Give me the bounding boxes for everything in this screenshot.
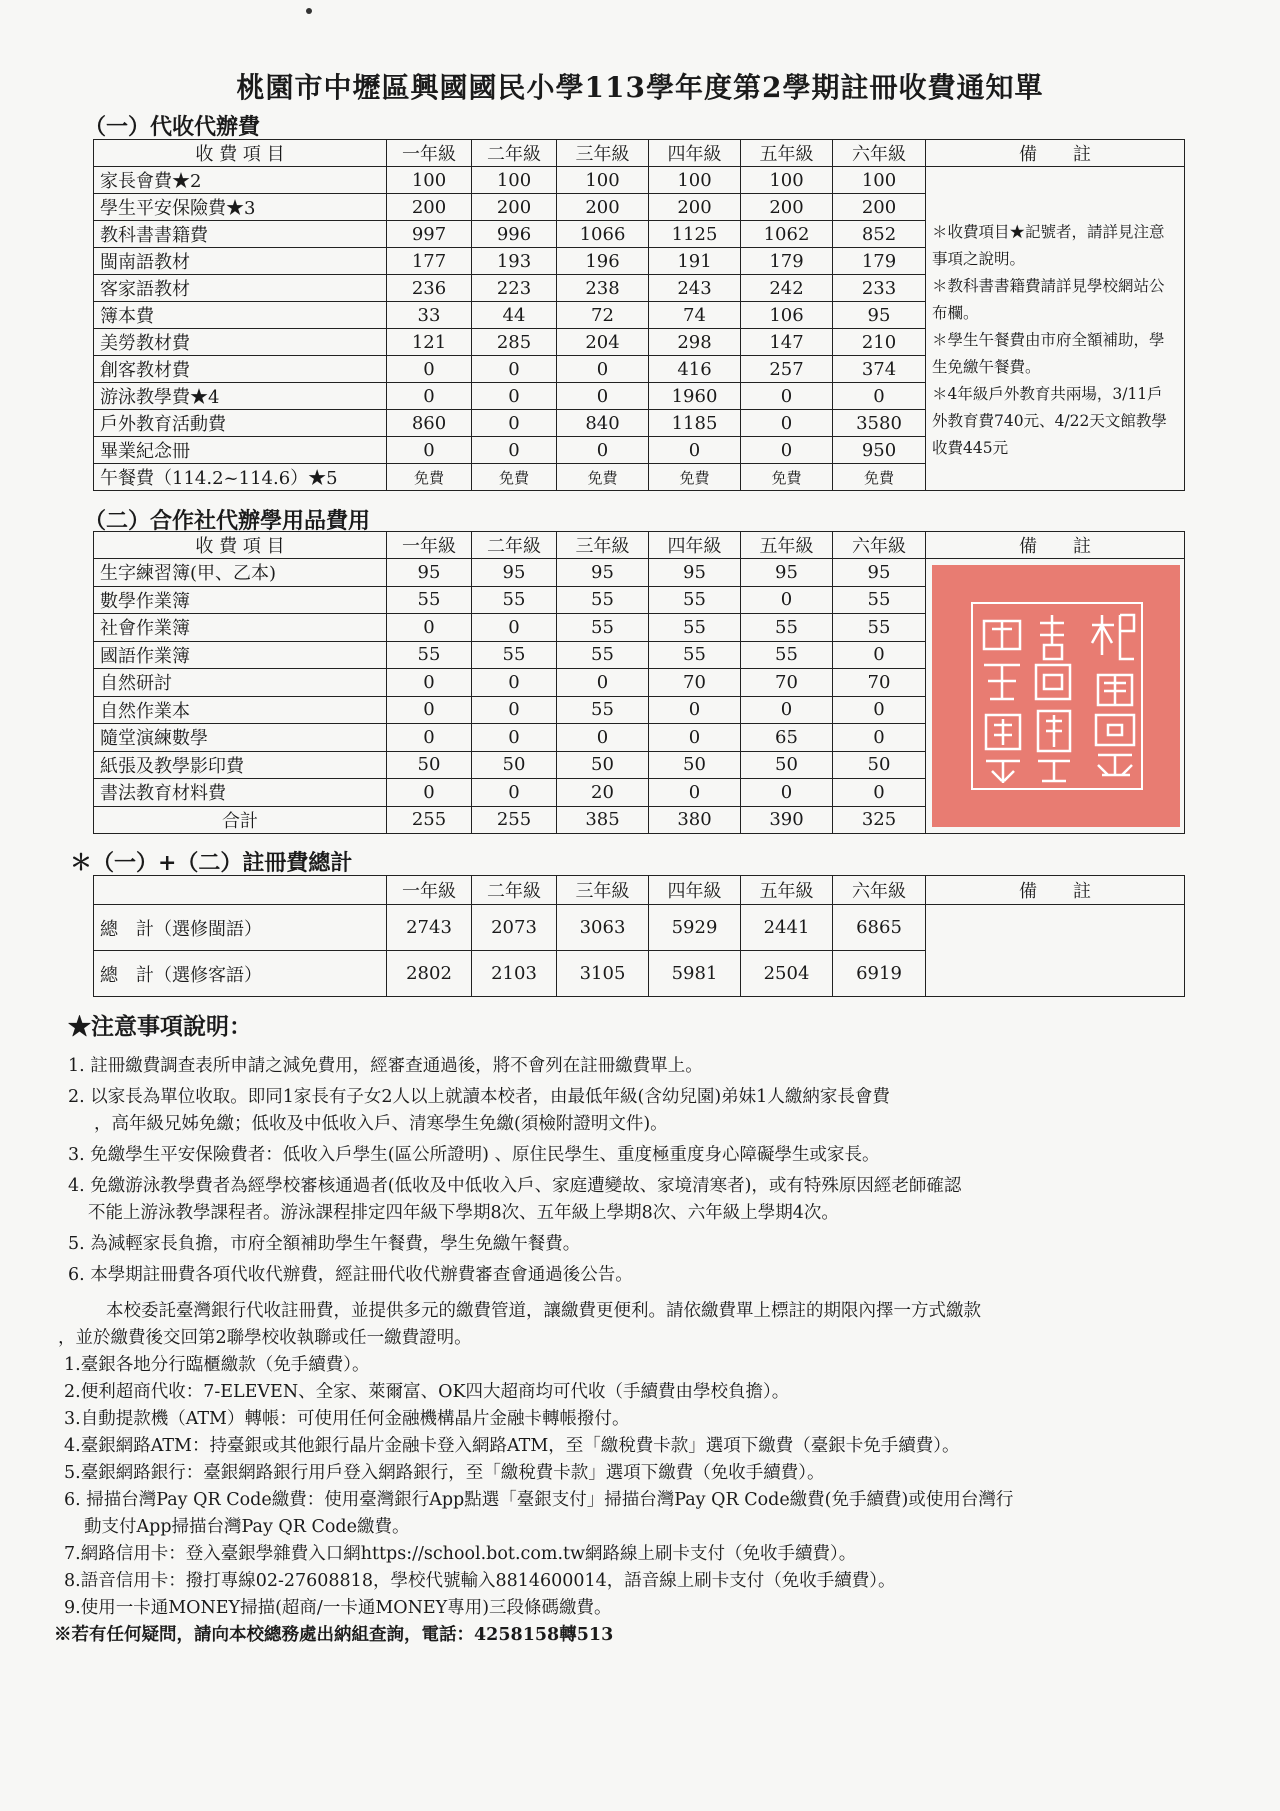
section3-header-row (94, 876, 1185, 905)
fee-value-cell: 免費 (741, 464, 833, 491)
fee-value-cell: 3580 (833, 410, 926, 437)
fee-value-cell: 0 (387, 356, 472, 383)
fee-item-label: 社會作業簿 (94, 614, 387, 642)
fee-value-cell: 免費 (387, 464, 472, 491)
fee-item-label: 午餐費（114.2~114.6）★5 (94, 464, 387, 491)
notice-section (68, 1008, 1218, 1289)
fee-value-cell: 223 (472, 275, 557, 302)
fee-item-label: 書法教育材料費 (94, 779, 387, 807)
fee-value-cell: 100 (741, 167, 833, 194)
fee-item-label: 簿本費 (94, 302, 387, 329)
fee-value-cell: 70 (649, 669, 741, 697)
fee-row (94, 559, 1185, 587)
fee-value-cell: 385 (557, 806, 649, 834)
notice-line: 5. 為減輕家長負擔，市府全額補助學生午餐費，學生免繳午餐費。 (68, 1234, 581, 1254)
grade-header: 三年級 (557, 140, 649, 167)
fee-value-cell: 55 (472, 641, 557, 669)
fee-value-cell: 50 (472, 751, 557, 779)
fee-value-cell: 2441 (741, 905, 833, 951)
grade-header: 六年級 (833, 876, 926, 905)
fee-value-cell: 55 (833, 586, 926, 614)
notice-line: 6. 本學期註冊費各項代收代辦費，經註冊代收代辦費審查會通過後公告。 (68, 1265, 633, 1285)
fee-value-cell: 238 (557, 275, 649, 302)
fee-value-cell: 55 (557, 586, 649, 614)
fee-value-cell: 285 (472, 329, 557, 356)
fee-value-cell: 95 (557, 559, 649, 587)
fee-value-cell: 100 (472, 167, 557, 194)
fee-value-cell: 200 (472, 194, 557, 221)
grade-header: 六年級 (833, 140, 926, 167)
fee-value-cell: 852 (833, 221, 926, 248)
fee-value-cell: 1066 (557, 221, 649, 248)
fee-item-label: 學生平安保險費★3 (94, 194, 387, 221)
payment-method: 2.便利超商代收：7-ELEVEN、全家、萊爾富、OK四大超商均可代收（手續費由學校負擔）。 (64, 1382, 790, 1402)
fee-value-cell: 0 (649, 724, 741, 752)
fee-value-cell: 0 (833, 641, 926, 669)
fee-value-cell: 95 (649, 559, 741, 587)
fee-value-cell: 55 (387, 641, 472, 669)
payment-method: 7.網路信用卡：登入臺銀學雜費入口網https://school.bot.com.tw網路線上刷卡支付（免收手續費）。 (64, 1544, 857, 1564)
section3-table (93, 875, 1185, 997)
fee-value-cell: 0 (741, 437, 833, 464)
fee-value-cell: 55 (741, 641, 833, 669)
fee-value-cell: 1185 (649, 410, 741, 437)
fee-item-label: 戶外教育活動費 (94, 410, 387, 437)
fee-value-cell: 200 (741, 194, 833, 221)
fee-value-cell: 1125 (649, 221, 741, 248)
fee-value-cell: 5981 (649, 951, 741, 997)
fee-value-cell: 0 (472, 437, 557, 464)
notice-line: 3. 免繳學生平安保險費者：低收入戶學生(區公所證明) 、原住民學生、重度極重度身心障礙學生或家長。 (68, 1145, 880, 1165)
fee-value-cell: 950 (833, 437, 926, 464)
fee-value-cell: 0 (833, 779, 926, 807)
total-label: 合計 (94, 806, 387, 834)
fee-item-label: 畢業紀念冊 (94, 437, 387, 464)
col-item-header-empty (94, 876, 387, 905)
grade-header: 二年級 (472, 140, 557, 167)
fee-value-cell: 50 (741, 751, 833, 779)
section2-heading: （二）合作社代辦學用品費用 (84, 508, 371, 534)
fee-value-cell: 100 (649, 167, 741, 194)
grade-header: 五年級 (741, 876, 833, 905)
fee-value-cell: 1062 (741, 221, 833, 248)
fee-value-cell: 0 (387, 779, 472, 807)
fee-value-cell: 179 (741, 248, 833, 275)
col-item-header: 收 費 項 目 (94, 140, 387, 167)
section1-note-line: ＊4年級戶外教育共兩場，3/11戶外教育費740元、4/22天文館教學收費445元 (932, 385, 1167, 457)
fee-value-cell: 5929 (649, 905, 741, 951)
grade-header: 二年級 (472, 876, 557, 905)
notice-line: 2. 以家長為單位收取。即同1家長有子女2人以上就讀本校者，由最低年級(含幼兒園)弟妹1人繳納家長會費 (68, 1087, 890, 1107)
fee-value-cell: 177 (387, 248, 472, 275)
fee-value-cell: 0 (557, 356, 649, 383)
fee-value-cell: 3105 (557, 951, 649, 997)
fee-value-cell: 0 (472, 614, 557, 642)
fee-value-cell: 0 (387, 696, 472, 724)
notice-line: ，高年級兄姊免繳；低收及中低收入戶、清寒學生免繳(須檢附證明文件)。 (94, 1114, 668, 1134)
section2-table (93, 531, 1185, 834)
section1-note-line: ＊學生午餐費由市府全額補助，學生免繳午餐費。 (932, 331, 1165, 376)
fee-value-cell: 147 (741, 329, 833, 356)
fee-value-cell: 2802 (387, 951, 472, 997)
fee-value-cell: 33 (387, 302, 472, 329)
fee-value-cell: 255 (472, 806, 557, 834)
fee-value-cell: 0 (557, 724, 649, 752)
fee-value-cell: 100 (387, 167, 472, 194)
notice-line: 1. 註冊繳費調查表所申請之減免費用，經審查通過後，將不會列在註冊繳費單上。 (68, 1056, 703, 1076)
fee-value-cell: 55 (557, 641, 649, 669)
col-note-header: 備 註 (926, 532, 1185, 559)
fee-item-label: 國語作業簿 (94, 641, 387, 669)
fee-item-label: 生字練習簿(甲、乙本) (94, 559, 387, 587)
fee-value-cell: 50 (557, 751, 649, 779)
fee-item-label: 自然研討 (94, 669, 387, 697)
fee-item-label: 家長會費★2 (94, 167, 387, 194)
fee-value-cell: 50 (649, 751, 741, 779)
fee-item-label: 總 計（選修客語） (94, 951, 387, 997)
payment-method: 1.臺銀各地分行臨櫃繳款（免手續費）。 (64, 1355, 370, 1375)
fee-value-cell: 200 (649, 194, 741, 221)
fee-value-cell: 55 (833, 614, 926, 642)
section1-table (93, 139, 1185, 491)
grade-header: 四年級 (649, 876, 741, 905)
punch-dot (306, 8, 312, 14)
payment-intro: 本校委託臺灣銀行代收註冊費，並提供多元的繳費管道，讓繳費更便利。請依繳費單上標註的期限內擇一方式繳款 (106, 1301, 981, 1321)
fee-item-label: 客家語教材 (94, 275, 387, 302)
grade-header: 二年級 (472, 532, 557, 559)
fee-value-cell: 50 (833, 751, 926, 779)
section1-header-row (94, 140, 1185, 167)
fee-value-cell: 0 (387, 669, 472, 697)
fee-value-cell: 2504 (741, 951, 833, 997)
col-note-header: 備 註 (926, 140, 1185, 167)
fee-value-cell: 997 (387, 221, 472, 248)
stamp-cell (926, 559, 1185, 834)
section1-note-line: ＊收費項目★記號者，請詳見注意事項之說明。 (932, 223, 1165, 268)
fee-value-cell: 416 (649, 356, 741, 383)
fee-value-cell: 0 (649, 437, 741, 464)
grade-header: 四年級 (649, 532, 741, 559)
fee-value-cell: 6919 (833, 951, 926, 997)
grade-header: 一年級 (387, 876, 472, 905)
notice-heading: ★注意事項說明： (68, 1013, 252, 1040)
fee-value-cell: 95 (387, 559, 472, 587)
payment-section (54, 1298, 1214, 1649)
fee-value-cell: 243 (649, 275, 741, 302)
fee-value-cell: 55 (472, 586, 557, 614)
school-seal (932, 565, 1180, 827)
grade-header: 三年級 (557, 532, 649, 559)
fee-value-cell: 0 (833, 696, 926, 724)
fee-value-cell: 179 (833, 248, 926, 275)
fee-item-label: 隨堂演練數學 (94, 724, 387, 752)
payment-method: 4.臺銀網路ATM：持臺銀或其他銀行晶片金融卡登入網路ATM，至「繳稅費卡款」選項下繳費（臺銀卡免手續費）。 (64, 1436, 960, 1456)
fee-value-cell: 0 (557, 383, 649, 410)
fee-value-cell: 20 (557, 779, 649, 807)
fee-value-cell: 72 (557, 302, 649, 329)
fee-value-cell: 免費 (557, 464, 649, 491)
fee-value-cell: 0 (387, 614, 472, 642)
section1-notes (926, 167, 1185, 491)
fee-value-cell: 95 (833, 559, 926, 587)
fee-value-cell: 0 (557, 437, 649, 464)
fee-item-label: 閩南語教材 (94, 248, 387, 275)
fee-value-cell: 0 (833, 724, 926, 752)
fee-value-cell: 840 (557, 410, 649, 437)
fee-value-cell: 44 (472, 302, 557, 329)
fee-value-cell: 50 (387, 751, 472, 779)
section3-heading: ＊（一）+（二）註冊費總計 (70, 850, 353, 876)
fee-value-cell: 0 (472, 669, 557, 697)
payment-method: 6. 掃描台灣Pay QR Code繳費：使用臺灣銀行App點選「臺銀支付」掃描台灣Pay QR Code繳費(免手續費)或使用台灣行 (64, 1490, 1014, 1510)
fee-value-cell: 200 (557, 194, 649, 221)
fee-value-cell: 255 (387, 806, 472, 834)
notice-line: 不能上游泳教學課程者。游泳課程排定四年級下學期8次、五年級上學期8次、六年級上學期4次。 (88, 1203, 839, 1223)
payment-method: 8.語音信用卡：撥打專線02-27608818，學校代號輸入8814600014，語音線上刷卡支付（免收手續費）。 (64, 1571, 896, 1591)
fee-value-cell: 0 (472, 410, 557, 437)
fee-value-cell: 0 (557, 669, 649, 697)
fee-value-cell: 374 (833, 356, 926, 383)
fee-value-cell: 55 (557, 696, 649, 724)
fee-value-cell: 2073 (472, 905, 557, 951)
section3-note-cell (926, 905, 1185, 997)
payment-intro: ，並於繳費後交回第2聯學校收執聯或任一繳費證明。 (58, 1328, 472, 1348)
fee-value-cell: 204 (557, 329, 649, 356)
fee-value-cell: 193 (472, 248, 557, 275)
fee-value-cell: 95 (741, 559, 833, 587)
fee-value-cell: 0 (741, 586, 833, 614)
fee-value-cell: 95 (833, 302, 926, 329)
grade-header: 五年級 (741, 532, 833, 559)
fee-value-cell: 55 (387, 586, 472, 614)
grand-total-row (94, 905, 1185, 951)
fee-item-label: 自然作業本 (94, 696, 387, 724)
fee-value-cell: 100 (833, 167, 926, 194)
fee-item-label: 教科書書籍費 (94, 221, 387, 248)
fee-value-cell: 免費 (472, 464, 557, 491)
fee-value-cell: 0 (472, 724, 557, 752)
fee-value-cell: 免費 (649, 464, 741, 491)
fee-value-cell: 100 (557, 167, 649, 194)
fee-item-label: 總 計（選修閩語） (94, 905, 387, 951)
fee-item-label: 創客教材費 (94, 356, 387, 383)
fee-item-label: 紙張及教學影印費 (94, 751, 387, 779)
fee-value-cell: 55 (649, 641, 741, 669)
section1-note-line: ＊教科書書籍費請詳見學校網站公布欄。 (932, 277, 1165, 322)
fee-value-cell: 242 (741, 275, 833, 302)
fee-value-cell: 70 (741, 669, 833, 697)
fee-value-cell: 0 (741, 696, 833, 724)
fee-value-cell: 0 (472, 356, 557, 383)
fee-value-cell: 236 (387, 275, 472, 302)
seal-glyphs (932, 565, 1180, 827)
grade-header: 一年級 (387, 140, 472, 167)
fee-value-cell: 74 (649, 302, 741, 329)
fee-value-cell: 70 (833, 669, 926, 697)
fee-row (94, 167, 1185, 194)
fee-value-cell: 1960 (649, 383, 741, 410)
fee-value-cell: 121 (387, 329, 472, 356)
notice-line: 4. 免繳游泳教學費者為經學校審核通過者(低收及中低收入戶、家庭遭變故、家境清寒者)，或有特殊原因經老師確認 (68, 1176, 962, 1196)
grade-header: 五年級 (741, 140, 833, 167)
fee-value-cell: 0 (472, 779, 557, 807)
document-title: 桃園市中壢區興國國民小學113學年度第2學期註冊收費通知單 (236, 71, 1044, 104)
fee-value-cell: 0 (649, 779, 741, 807)
fee-value-cell: 免費 (833, 464, 926, 491)
fee-item-label: 數學作業簿 (94, 586, 387, 614)
col-note-header: 備 註 (926, 876, 1185, 905)
fee-value-cell: 106 (741, 302, 833, 329)
fee-value-cell: 390 (741, 806, 833, 834)
fee-value-cell: 0 (741, 383, 833, 410)
fee-value-cell: 860 (387, 410, 472, 437)
fee-value-cell: 298 (649, 329, 741, 356)
fee-value-cell: 257 (741, 356, 833, 383)
grade-header: 三年級 (557, 876, 649, 905)
fee-value-cell: 3063 (557, 905, 649, 951)
fee-value-cell: 200 (833, 194, 926, 221)
fee-value-cell: 0 (472, 383, 557, 410)
grade-header: 一年級 (387, 532, 472, 559)
fee-value-cell: 2103 (472, 951, 557, 997)
fee-value-cell: 380 (649, 806, 741, 834)
fee-value-cell: 325 (833, 806, 926, 834)
fee-value-cell: 200 (387, 194, 472, 221)
fee-value-cell: 210 (833, 329, 926, 356)
fee-item-label: 游泳教學費★4 (94, 383, 387, 410)
col-item-header: 收 費 項 目 (94, 532, 387, 559)
fee-value-cell: 0 (649, 696, 741, 724)
fee-value-cell: 0 (387, 724, 472, 752)
fee-value-cell: 0 (833, 383, 926, 410)
fee-value-cell: 196 (557, 248, 649, 275)
fee-value-cell: 996 (472, 221, 557, 248)
fee-value-cell: 191 (649, 248, 741, 275)
contact-line: ※若有任何疑問，請向本校總務處出納組查詢，電話：4258158轉513 (54, 1625, 614, 1645)
fee-value-cell: 55 (557, 614, 649, 642)
fee-value-cell: 6865 (833, 905, 926, 951)
payment-method: 9.使用一卡通MONEY掃描(超商/一卡通MONEY專用)三段條碼繳費。 (64, 1598, 612, 1618)
fee-value-cell: 0 (741, 779, 833, 807)
fee-value-cell: 0 (741, 410, 833, 437)
fee-item-label: 美勞教材費 (94, 329, 387, 356)
fee-value-cell: 55 (649, 614, 741, 642)
payment-method: 動支付App掃描台灣Pay QR Code繳費。 (84, 1517, 410, 1537)
fee-value-cell: 65 (741, 724, 833, 752)
grade-header: 四年級 (649, 140, 741, 167)
section1-heading: （一）代收代辦費 (84, 114, 261, 140)
fee-value-cell: 95 (472, 559, 557, 587)
fee-value-cell: 55 (649, 586, 741, 614)
fee-value-cell: 2743 (387, 905, 472, 951)
section2-header-row (94, 532, 1185, 559)
grade-header: 六年級 (833, 532, 926, 559)
fee-value-cell: 0 (387, 383, 472, 410)
payment-method: 3.自動提款機（ATM）轉帳：可使用任何金融機構晶片金融卡轉帳撥付。 (64, 1409, 630, 1429)
fee-value-cell: 233 (833, 275, 926, 302)
payment-method: 5.臺銀網路銀行：臺銀網路銀行用戶登入網路銀行，至「繳稅費卡款」選項下繳費（免收手續費）。 (64, 1463, 825, 1483)
fee-value-cell: 0 (387, 437, 472, 464)
fee-value-cell: 0 (472, 696, 557, 724)
fee-value-cell: 55 (741, 614, 833, 642)
